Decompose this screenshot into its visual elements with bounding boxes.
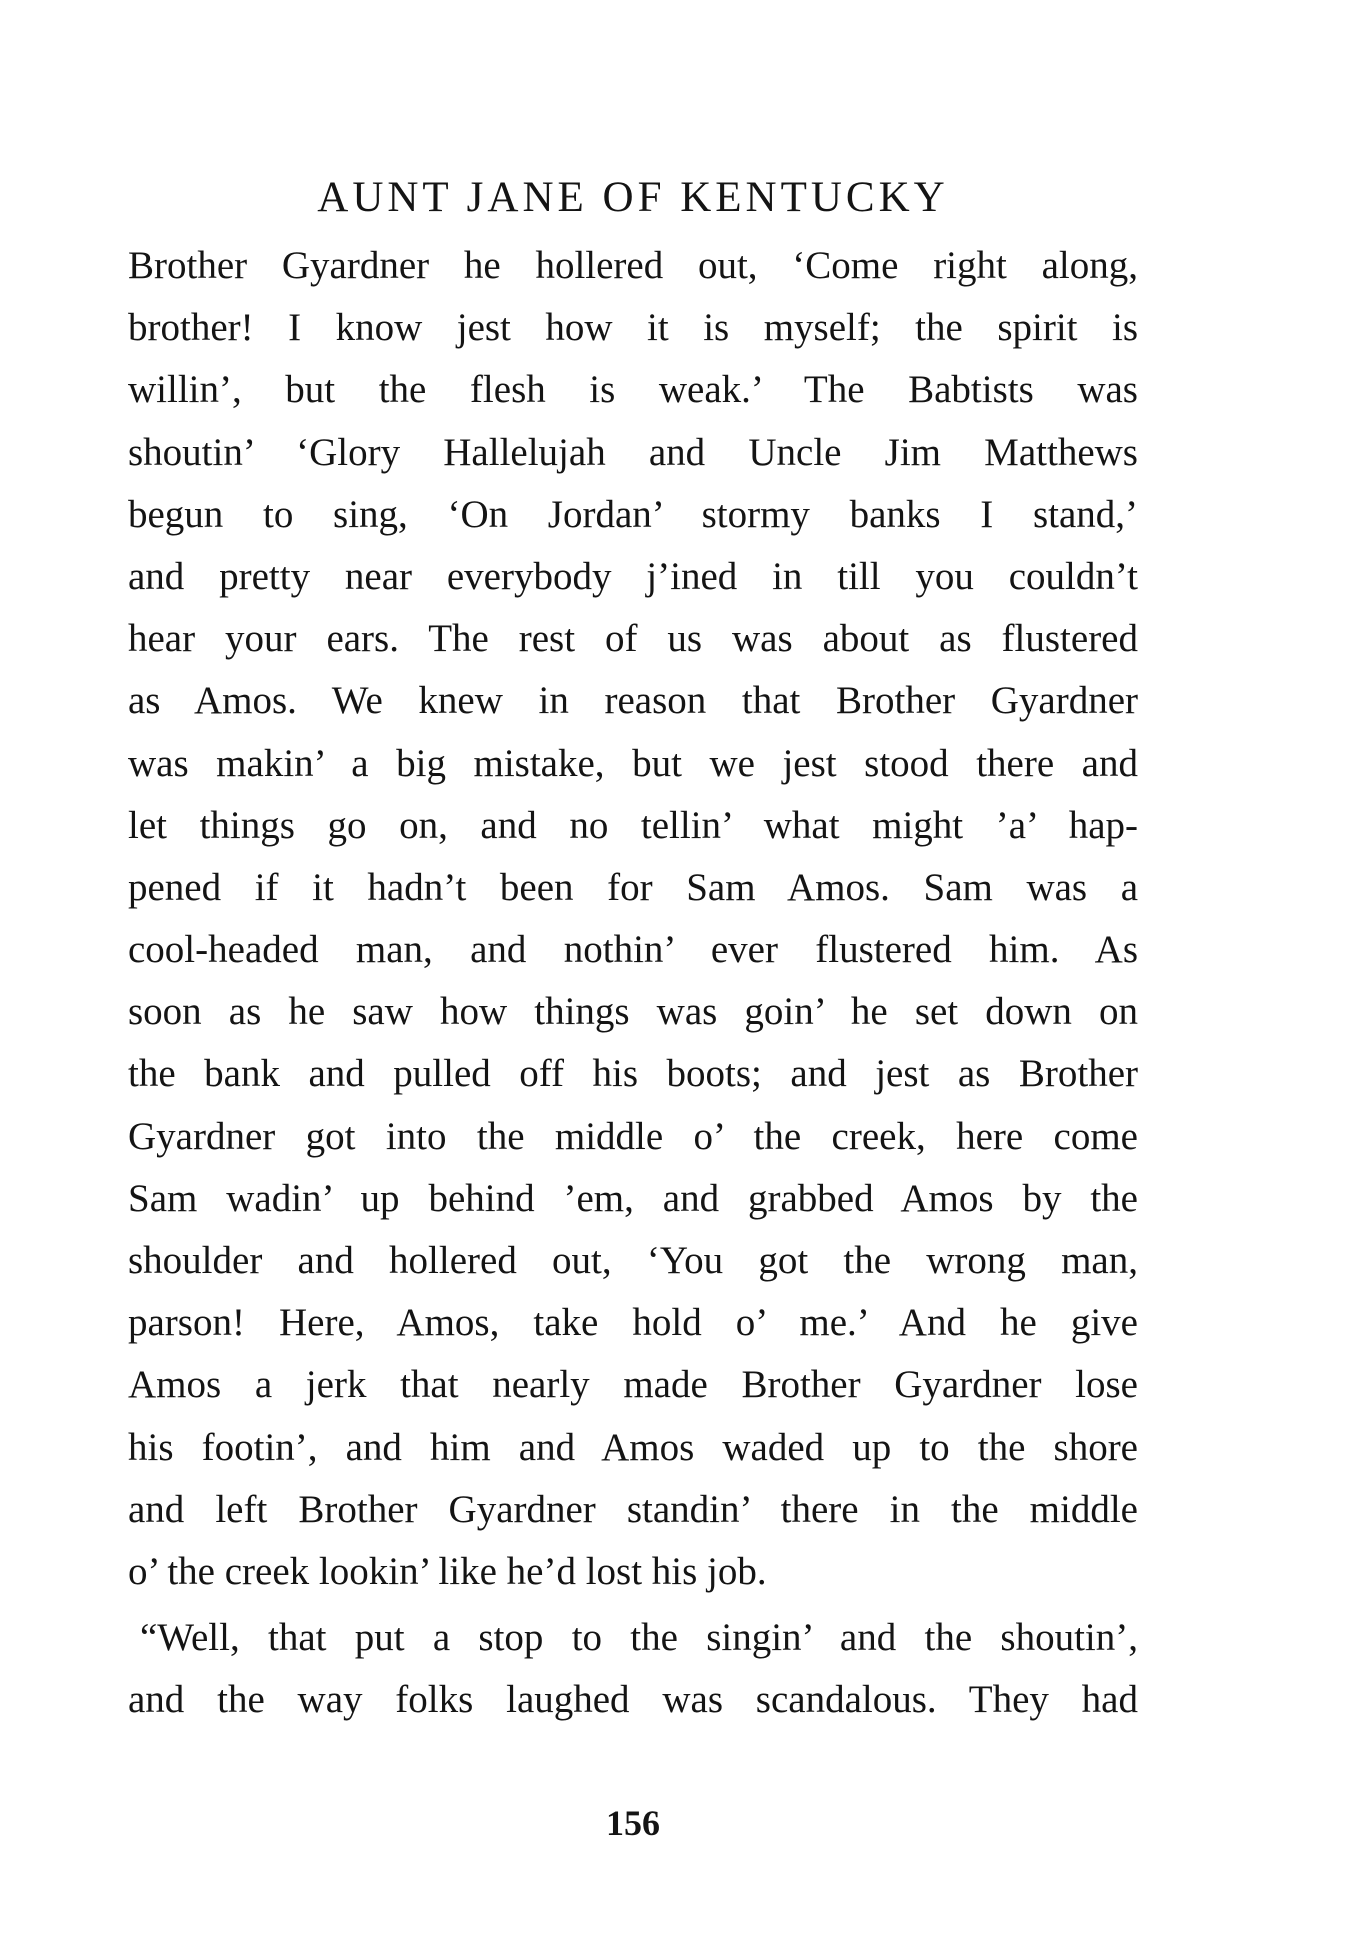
text-line: Brother Gyardner he hollered out, ‘Come right along, bbox=[128, 244, 1138, 287]
text-line: the bank and pulled off his boots; and jest as Brother bbox=[128, 1052, 1138, 1096]
text-line: brother! I know jest how it is myself; the spirit is bbox=[128, 306, 1138, 350]
text-line: and the way folks laughed was scandalous. They had bbox=[128, 1678, 1138, 1722]
page-number: 156 bbox=[606, 1803, 660, 1843]
text-line: begun to sing, ‘On Jordan’ stormy banks I stand,’ bbox=[128, 492, 1138, 536]
text-line: hear your ears. The rest of us was about as flustered bbox=[128, 617, 1138, 661]
text-line: his footin’, and him and Amos waded up to the shore bbox=[128, 1425, 1138, 1469]
text-line: shoutin’ ‘Glory Hallelujah and Uncle Jim Matthews bbox=[128, 430, 1138, 474]
text-line: “Well, that put a stop to the singin’ and the shoutin’, bbox=[140, 1616, 1138, 1660]
text-line: as Amos. We knew in reason that Brother Gyardner bbox=[128, 679, 1138, 723]
text-line: and left Brother Gyardner standin’ there in the middle bbox=[128, 1487, 1138, 1531]
text-line: Amos a jerk that nearly made Brother Gyardner lose bbox=[128, 1363, 1138, 1407]
text-line: and pretty near everybody j’ined in till you couldn’t bbox=[128, 554, 1138, 598]
text-line: Gyardner got into the middle o’ the creek, here come bbox=[128, 1114, 1138, 1158]
text-line: soon as he saw how things was goin’ he set down on bbox=[128, 990, 1138, 1034]
text-line: let things go on, and no tellin’ what might ’a’ hap- bbox=[128, 803, 1138, 847]
text-line: cool-headed man, and nothin’ ever flustered him. As bbox=[128, 928, 1138, 972]
text-line: shoulder and hollered out, ‘You got the wrong man, bbox=[128, 1239, 1138, 1282]
text-line: parson! Here, Amos, take hold o’ me.’ And he give bbox=[128, 1301, 1138, 1345]
text-line: was makin’ a big mistake, but we jest stood there and bbox=[128, 741, 1138, 785]
text-line: Sam wadin’ up behind ’em, and grabbed Amos by the bbox=[128, 1176, 1138, 1220]
text-line: o’ the creek lookin’ like he’d lost his job. bbox=[128, 1549, 767, 1593]
running-head: AUNT JANE OF KENTUCKY bbox=[317, 174, 949, 221]
text-line: pened if it hadn’t been for Sam Amos. Sam was a bbox=[128, 865, 1138, 909]
text-line: willin’, but the flesh is weak.’ The Babtists was bbox=[128, 368, 1138, 412]
body-text bbox=[128, 235, 1138, 1732]
